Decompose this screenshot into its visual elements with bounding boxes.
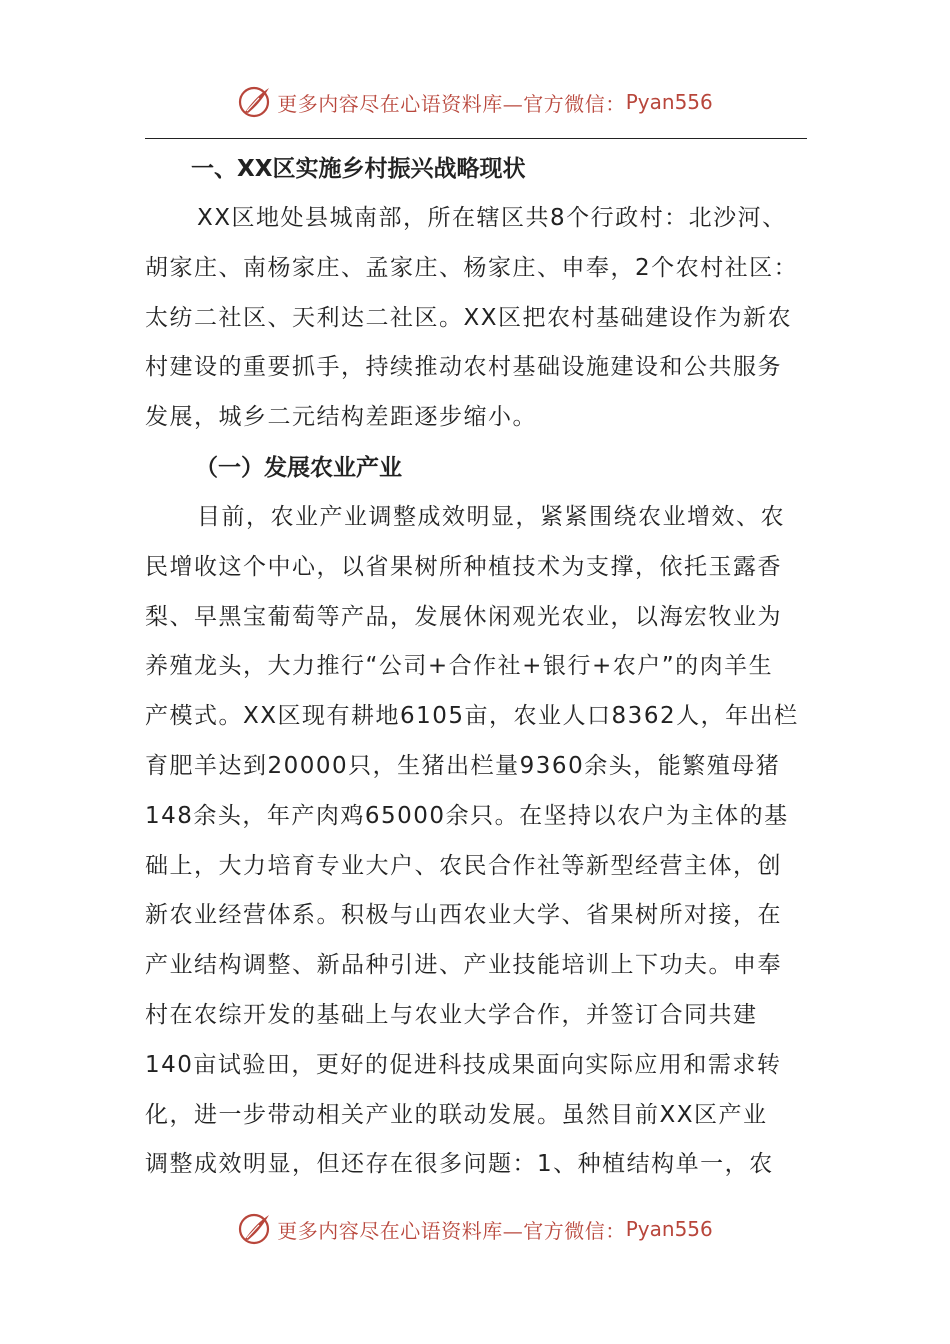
- header-divider: [145, 138, 807, 139]
- paragraph-line: 民增收这个中心，以省果树所种植技术为支撑，依托玉露香: [145, 553, 782, 580]
- banner-text: 更多内容尽在心语资料库—官方微信：: [277, 91, 626, 116]
- paragraph-line: XX区地处县城南部，所在辖区共8个行政村：北沙河、: [197, 205, 787, 231]
- quill-logo-icon: [237, 1211, 273, 1247]
- footer-watermark-banner: [0, 1207, 950, 1251]
- paragraph-line: 调整成效明显，但还存在很多问题：1、种植结构单一，农: [145, 1151, 774, 1178]
- paragraph-line: 140亩试验田，更好的促进科技成果面向实际应用和需求转: [145, 1051, 782, 1078]
- section-heading: 一、XX区实施乡村振兴战略现状: [191, 156, 526, 182]
- banner-wechat-id: Pyan556: [625, 1217, 713, 1241]
- banner-text: 更多内容尽在心语资料库—官方微信：: [277, 1218, 626, 1243]
- paragraph-line: 太纺二社区、天利达二社区。XX区把农村基础建设作为新农: [145, 304, 793, 331]
- paragraph-line: 新农业经营体系。积极与山西农业大学、省果树所对接，在: [145, 902, 782, 929]
- paragraph-line: 产模式。XX区现有耕地6105亩，农业人口8362人，年出栏: [145, 703, 799, 730]
- banner-wechat-id: Pyan556: [625, 90, 713, 114]
- paragraph-line: 148余头，年产肉鸡65000余只。在坚持以农户为主体的基: [145, 802, 789, 829]
- paragraph-line: 村在农综开发的基础上与农业大学合作，并签订合同共建: [145, 1001, 758, 1028]
- paragraph-line: 产业结构调整、新品种引进、产业技能培训上下功夫。申奉: [145, 952, 782, 979]
- header-watermark-banner: [0, 80, 950, 124]
- paragraph-line: 育肥羊达到20000只，生猪出栏量9360余头，能繁殖母猪: [145, 752, 781, 779]
- paragraph-line: 目前，农业产业调整成效明显，紧紧围绕农业增效、农: [197, 503, 785, 530]
- paragraph-line: 胡家庄、南杨家庄、孟家庄、杨家庄、申奉，2个农村社区：: [145, 254, 799, 281]
- paragraph-line: 梨、早黑宝葡萄等产品，发展休闲观光农业，以海宏牧业为: [145, 603, 782, 630]
- paragraph-line: 养殖龙头，大力推行“公司+合作社+银行+农户”的肉羊生: [145, 653, 774, 680]
- paragraph-line: 化，进一步带动相关产业的联动发展。虽然目前XX区产业: [145, 1101, 768, 1128]
- paragraph-line: 发展，城乡二元结构差距逐步缩小。: [145, 404, 537, 431]
- paragraph-line: 村建设的重要抓手，持续推动农村基础设施建设和公共服务: [145, 354, 782, 381]
- subsection-heading: （一）发展农业产业: [195, 454, 402, 481]
- quill-logo-icon: [237, 84, 273, 120]
- document-body: [145, 144, 810, 1190]
- paragraph-line: 础上，大力培育专业大户、农民合作社等新型经营主体，创: [145, 852, 782, 879]
